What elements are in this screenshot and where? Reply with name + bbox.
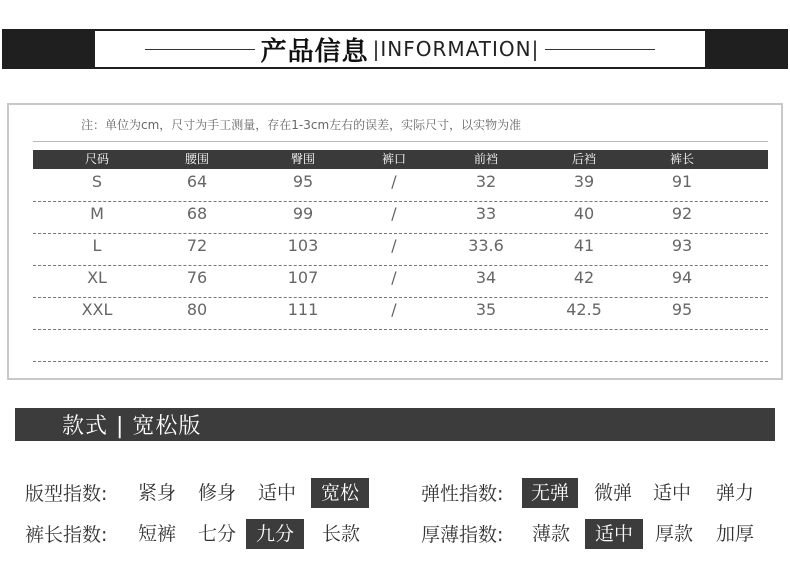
column-header: 腰围 (184, 152, 210, 166)
index-option-selected: 九分 (246, 519, 304, 549)
empty-table-row (33, 329, 768, 362)
table-cell: 34 (475, 268, 497, 287)
table-cell: 92 (671, 204, 693, 223)
table-cell: 40 (573, 204, 595, 223)
table-cell: XXL (81, 300, 113, 319)
note-divider (33, 141, 768, 142)
table-cell: 93 (671, 236, 693, 255)
index-option: 弹力 (715, 482, 754, 504)
table-cell: / (391, 236, 397, 255)
style-section-bar (15, 408, 775, 441)
table-cell: 39 (573, 172, 595, 191)
table-cell: 94 (671, 268, 693, 287)
table-cell: 33.6 (468, 236, 504, 255)
column-header: 臀围 (290, 152, 316, 166)
table-cell: 68 (186, 204, 208, 223)
index-option: 七分 (197, 523, 236, 545)
table-cell: S (91, 172, 103, 191)
style-section-title: 款式 | 宽松版 (62, 414, 202, 439)
table-cell: / (391, 204, 397, 223)
index-option: 修身 (197, 482, 236, 504)
table-cell: 41 (573, 236, 595, 255)
index-option: 加厚 (715, 523, 754, 545)
table-cell: 95 (671, 300, 693, 319)
table-cell: 72 (186, 236, 208, 255)
table-cell: 33 (475, 204, 497, 223)
table-cell: 76 (186, 268, 208, 287)
table-cell: 95 (292, 172, 314, 191)
table-row (33, 233, 768, 266)
index-label: 弹性指数: (421, 483, 504, 505)
index-option-selected: 适中 (585, 519, 643, 549)
table-cell: L (92, 236, 102, 255)
index-label: 版型指数: (25, 483, 108, 505)
table-cell: 91 (671, 172, 693, 191)
index-option: 厚款 (654, 523, 693, 545)
table-cell: 103 (287, 236, 319, 255)
table-cell: / (391, 268, 397, 287)
header-title-cn: 产品信息 (260, 36, 369, 67)
index-option-selected: 宽松 (311, 478, 369, 508)
header-title-box (95, 31, 705, 67)
table-cell: 80 (186, 300, 208, 319)
index-option: 薄款 (531, 523, 570, 545)
table-row (33, 265, 768, 298)
table-cell: 107 (287, 268, 319, 287)
size-table-header (33, 150, 768, 169)
index-option: 长款 (321, 523, 360, 545)
table-cell: 35 (475, 300, 497, 319)
table-cell: / (391, 172, 397, 191)
table-row (33, 297, 768, 330)
table-cell: / (391, 300, 397, 319)
table-cell: 64 (186, 172, 208, 191)
header-title-en: |INFORMATION| (372, 37, 540, 61)
table-cell: XL (87, 268, 107, 287)
header-left-rule (145, 49, 255, 50)
table-cell: 99 (292, 204, 314, 223)
index-option: 紧身 (137, 482, 176, 504)
column-header: 尺码 (84, 152, 110, 166)
column-header: 前裆 (473, 152, 499, 166)
index-option: 适中 (257, 482, 296, 504)
column-header: 裤长 (669, 152, 695, 166)
table-row (33, 201, 768, 234)
table-cell: M (90, 204, 104, 223)
column-header: 裤口 (381, 152, 407, 166)
table-cell: 32 (475, 172, 497, 191)
index-label: 厚薄指数: (421, 524, 504, 546)
index-option: 微弹 (593, 482, 632, 504)
table-row (33, 169, 768, 202)
table-cell: 111 (287, 300, 319, 319)
header-right-rule (545, 49, 655, 50)
index-option: 短裤 (137, 523, 176, 545)
column-header: 后裆 (571, 152, 597, 166)
header-banner (2, 29, 788, 69)
index-option: 适中 (652, 482, 691, 504)
table-cell: 42 (573, 268, 595, 287)
table-cell: 42.5 (566, 300, 602, 319)
size-note: 注：单位为cm，尺寸为手工测量，存在1-3cm左右的误差，实际尺寸，以实物为准 (81, 118, 522, 132)
index-label: 裤长指数: (25, 524, 108, 546)
index-option-selected: 无弹 (522, 478, 578, 508)
